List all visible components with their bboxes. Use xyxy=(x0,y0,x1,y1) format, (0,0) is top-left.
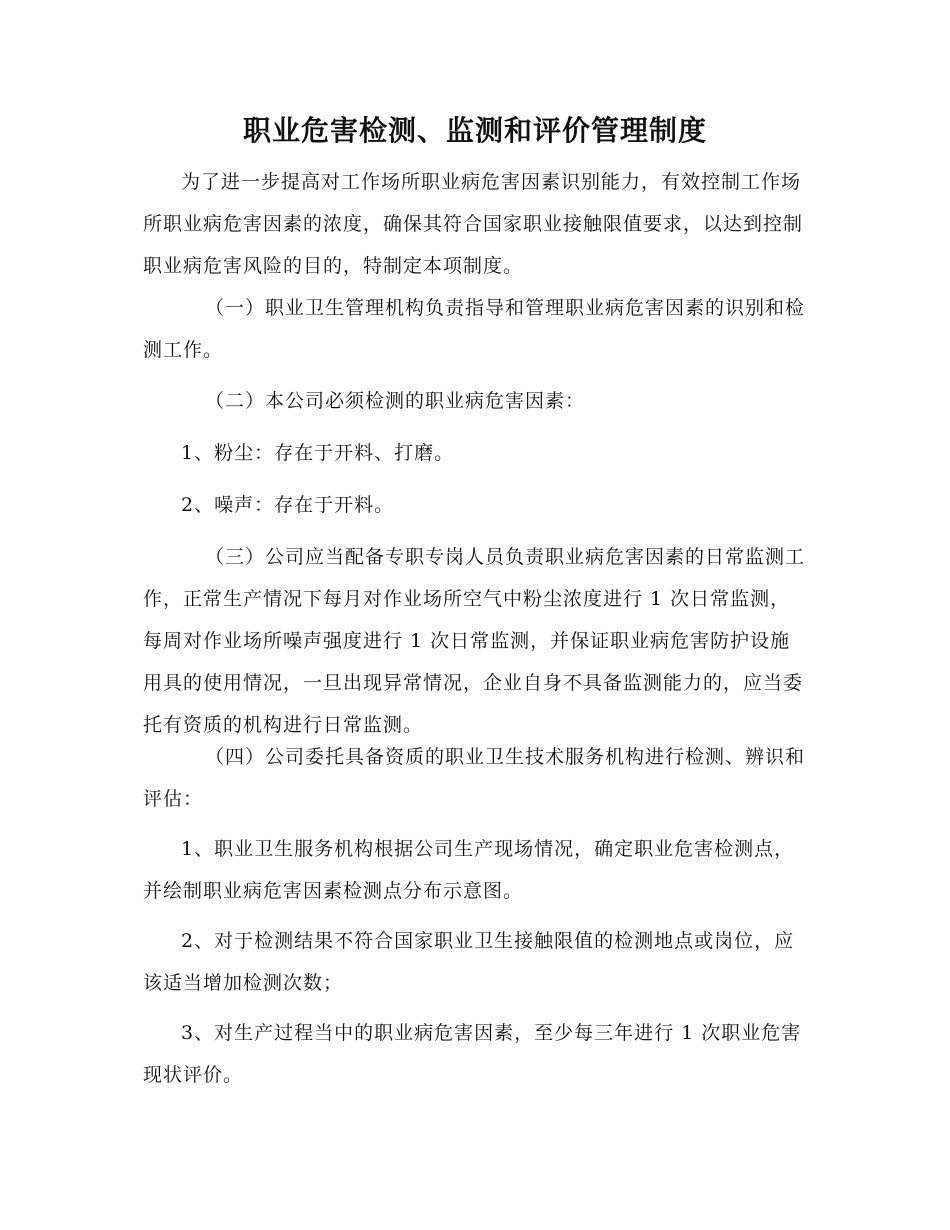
paragraph-item-evaluation: 3、对生产过程当中的职业病危害因素，至少每三年进行 1 次职业危害现状评价。 xyxy=(143,1022,802,1086)
document-title: 职业危害检测、监测和评价管理制度 xyxy=(242,114,707,147)
paragraph-item-increase-frequency: 2、对于检测结果不符合国家职业卫生接触限值的检测地点或岗位，应该适当增加检测次数； xyxy=(143,930,795,994)
paragraph-section-2: （二）本公司必须检测的职业病危害因素： xyxy=(205,390,586,412)
paragraph-section-1: （一）职业卫生管理机构负责指导和管理职业病危害因素的识别和检测工作。 xyxy=(143,297,806,361)
paragraph-item-noise: 2、噪声：存在于开料。 xyxy=(181,494,395,516)
paragraph-section-4: （四）公司委托具备资质的职业卫生技术服务机构进行检测、辨识和评估： xyxy=(143,746,806,810)
paragraph-section-3: （三）公司应当配备专职专岗人员负责职业病危害因素的日常监测工作，正常生产情况下每月对作业场所空气中粉尘浓度进行 1 次日常监测，每周对作业场所噪声强度进行 1 次日常监测，并保证职业病危害防护设施用具的使用情况，一旦出现异常情况，企业自身不具备监测能力的，应当委托有资质的机构进行日常监测。 xyxy=(143,546,806,736)
paragraph-item-dust: 1、粉尘：存在于开料、打磨。 xyxy=(181,442,455,464)
paragraph-item-service-agency: 1、职业卫生服务机构根据公司生产现场情况，确定职业危害检测点，并绘制职业病危害因素检测点分布示意图。 xyxy=(143,838,795,902)
paragraph-intro: 为了进一步提高对工作场所职业病危害因素识别能力，有效控制工作场所职业病危害因素的浓度，确保其符合国家职业接触限值要求，以达到控制职业病危害风险的目的，特制定本项制度。 xyxy=(143,171,804,277)
